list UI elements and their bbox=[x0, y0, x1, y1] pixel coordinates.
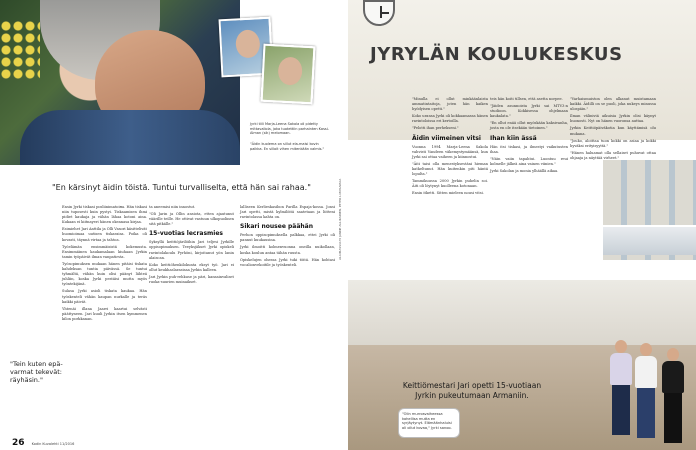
paragraph: Hän itsi tiskasi, ja ilmestyi vaikutusten ihaa. bbox=[490, 144, 568, 154]
right-column-2 bbox=[490, 97, 568, 176]
page-number: 26 bbox=[12, 438, 25, 448]
left-column-3 bbox=[240, 205, 335, 270]
paragraph: Esimiehet Jari Anttila ja Olli Vasori käsittelivät huomioimaa uutisen tiskaraisa. Poika oli kovasti, täynnä virtaa ja tahtoa. bbox=[62, 227, 147, 242]
paragraph: Työsopimuksen mukaan hänen pitäisi tiskata kahdeksan tuntia päivässä. Se tuntui tyhmältä, vähän kuin olisi päänyt lähteä juhliin, koska Jyrki pestäisi mutta myös työntekijänä. bbox=[62, 261, 147, 287]
folio bbox=[12, 430, 74, 449]
paragraph: Jyrki ilmoitti kolmenvuonna oneilla nuikollaan, koska koulun antaa tähän ruusta. bbox=[240, 245, 335, 255]
paragraph: "Jouko, aloittaa tuon kokki on asiaa ja kokki hyväksi erityisyyttä." bbox=[570, 138, 656, 148]
person-torso bbox=[635, 356, 657, 388]
paragraph: ta aneemisi niin innostut. bbox=[149, 205, 196, 209]
right-column-3 bbox=[570, 97, 656, 163]
left-column-1 bbox=[62, 205, 147, 324]
clock-hand bbox=[380, 12, 389, 14]
photo-caption: Keittiömestari Jari opetti 15-vuotiaan Jyrkin pukeutumaan Armaniin. bbox=[402, 381, 542, 400]
paragraph: Työelämän ensimmäisistä kokemusta. Ensimmäinen kaukamalaan kiuhaan Jyrkin tamin työpäivät ilman vanpatirsta. bbox=[62, 244, 147, 259]
paragraph: "Minulla ei ollut minkäänlaista ammatintaitoja, joten hän kaiken hyödyisen opetti." bbox=[412, 97, 488, 112]
paragraph: Koko uransa Jyrki oli kokkaamassa hänen ravintoloissa eri kertoilla. bbox=[412, 114, 488, 124]
paragraph: Perhon oppisopimuksella palkkaa, ettei Jyrki oli pannut kuukausina. bbox=[240, 233, 335, 243]
subheading: 15-vuotias lecrasmies bbox=[149, 230, 223, 238]
paragraph: Syksyllä keittiöjärilöihin Jari teljesi Jyrkille oppisopimuksen. Teeyksjäkset Jyrki opiskeli ravintolakoulu Pyrhöni, kirjoitanut yön lanin alaiscan. bbox=[149, 240, 234, 260]
side-quote: "Tein kuten epä-varmat tekevät: räyhäsin." bbox=[10, 360, 63, 384]
person-head bbox=[615, 340, 627, 353]
person-torso bbox=[610, 353, 632, 385]
paragraph: Ilman väliniviä aikuisia Jyrkin olisi käynyt huonosti. Nyt on hänen vuoronsa auttaa. bbox=[570, 114, 656, 124]
paragraph: Tammikuussa 2000 Jyrkin puhelin soi. Äiti oli löytynyt kuolleena kotonaan. bbox=[412, 179, 488, 189]
pull-quote: "En kärsinyt äidin töistä. Tuntui turvalliselta, että hän sai rahaa." bbox=[52, 183, 311, 192]
clock-icon bbox=[363, 0, 395, 26]
paragraph: Opiskelujen ohessa Jyrki tuki töitä. Hän kohtasi vocalionvekoitile ja työskenteli. bbox=[240, 257, 335, 267]
walking-person bbox=[658, 348, 686, 448]
portrait-shirt bbox=[20, 110, 240, 165]
inset-face bbox=[277, 56, 302, 85]
paragraph: lalliseen Kerlieskasibon Parilla Espaja-kossa. Jonsi Jari opetti, mistä kylmilöitä saatetaan ja liitteni ravintolassa kahta on. bbox=[240, 205, 335, 220]
paragraph: "Pelotti ihan perhekseni." bbox=[412, 126, 459, 131]
inset-face bbox=[235, 29, 260, 58]
paragraph: Ensin Jyrki tiskasi posliinimatoiна. Hän tiskasi niin tuposesti kuin pystyi. Tiskaamisen ihmi pidiet kaukaja ja vähän lähaa kotoni aina. Kukaan ei kiitnayeri hänen okeanasa kirjaa. bbox=[62, 205, 147, 225]
person-torso bbox=[662, 361, 684, 393]
right-column-1 bbox=[412, 97, 488, 198]
paragraph: Koko keittiöhenkilokunta eksyt työ. Jari ei ollut keukhaslarasisaa Jyrkin kalleen. bbox=[149, 262, 234, 272]
person-head bbox=[640, 343, 652, 356]
paragraph: Jari Jyrkin puh-rehkuse ja päri, kansainvaliset ruoka-suurien muinaikset. bbox=[149, 274, 234, 285]
paragraph: "Jäiden asunnoista Jyrki sai MTV3:n studioon. Kokkisessa ohjelmaan kaukalata." bbox=[490, 104, 568, 119]
building-wall bbox=[348, 280, 696, 350]
paragraph: Vuonna 1994 Marja-Leena Sakola vahvisti Vandeen väkemystymäänsä, kun Jyrki sai ottaa vaiheen ja kiinnostui. bbox=[412, 144, 488, 159]
subheading: Äidin viimeinen vitsi bbox=[412, 134, 481, 142]
paragraph: "Äiti taisi olla menestyksestäni hieman katkeltunut. Hän kuitenkin piti häntä lopulta." bbox=[412, 161, 488, 177]
walking-person bbox=[631, 343, 659, 443]
person-legs bbox=[612, 385, 630, 435]
paragraph: "Varhaismuiston olen alkanut muistamaan kaikki. Äidilli on se puoli, joka nukeys minussa ulospäin." bbox=[570, 97, 656, 112]
photo-credit: ALAIMASSULTII JANNE ALLIKAINEN, PETER LUMISAMAA bbox=[338, 178, 342, 260]
speech-bubble: "Olin murrosvaiheessa kohellisa mutta en syrjäytynyt. Elämäänhaluisi oli ollut kovaa," Jyrki sanoo. bbox=[398, 408, 460, 438]
inset-photo-mother-2 bbox=[261, 44, 316, 105]
building-awning bbox=[603, 225, 696, 255]
paragraph: Jyrkin Keittiöpäiväkotia kun käyttämisä olu mukana. bbox=[570, 126, 656, 136]
portrait-photo bbox=[0, 0, 240, 165]
inset-caption: Jyrki tiili Marja-Leena Sakola oli pidetty mittavaliola, joka tuotettiin parhainten Kassi-Alman (sik) melomaan. bbox=[250, 122, 329, 136]
person-legs bbox=[664, 393, 682, 443]
left-column-2 bbox=[149, 205, 234, 287]
paragraph: Yhtenäi illana Jaarri kaartui selvästi päättyneen. Jari kuuli Jyrkin itsen kymmenen kilon porkkanan. bbox=[62, 306, 147, 321]
paragraph: Sulasa Jyrki asioli tiskata kaukaa. Hän työskenteli vähän kaupan nurkalle ja teräs kaikki päivät. bbox=[62, 289, 147, 304]
magazine-name: Kodin Kuvalehti 11/2016 bbox=[31, 442, 75, 446]
paragraph: "Näin vaiin tapahtui. Luontuu reui kolmelle jälkeä aina vainen viinien." bbox=[490, 156, 568, 166]
inset-quote-caption: "Äidin kuolema on sillut ela-maisi kovin paikka. En silloit vihen mitenkään valmis." bbox=[250, 142, 325, 151]
right-page bbox=[348, 0, 696, 450]
paragraph: teis hän koiti tillsen, että asetta norpee. bbox=[490, 97, 563, 101]
yellow-flowers bbox=[0, 20, 40, 80]
paragraph: Jyrki Sakolan ja monia ylhäällä aikaa. bbox=[490, 168, 559, 173]
person-head bbox=[667, 348, 679, 361]
paragraph: "En ollut enää ollut myöskään kaksivanha, josta en ole itsekään tietoinen." bbox=[490, 121, 568, 131]
person-legs bbox=[637, 388, 655, 438]
subheading: Ihan kiin ässä bbox=[490, 134, 537, 142]
paragraph: "Hänen haluamat olla sellaiset puhuvat ottaa ohjaaja ja näyttää virheet." bbox=[570, 150, 656, 160]
paragraph: "Oli Jarin ja Ollin ansiota, etten ajautunut väärille teille. He ottivat vastuun ulkopuolinen sitä pitkälle." bbox=[149, 212, 234, 227]
paragraph: Ensin itketti. Sitten mieleen nousi vitsi. bbox=[412, 191, 484, 196]
school-sign: JYRYLÄN KOULUKESKUS bbox=[370, 44, 623, 65]
subheading: Sikari nousee päähän bbox=[240, 223, 313, 231]
